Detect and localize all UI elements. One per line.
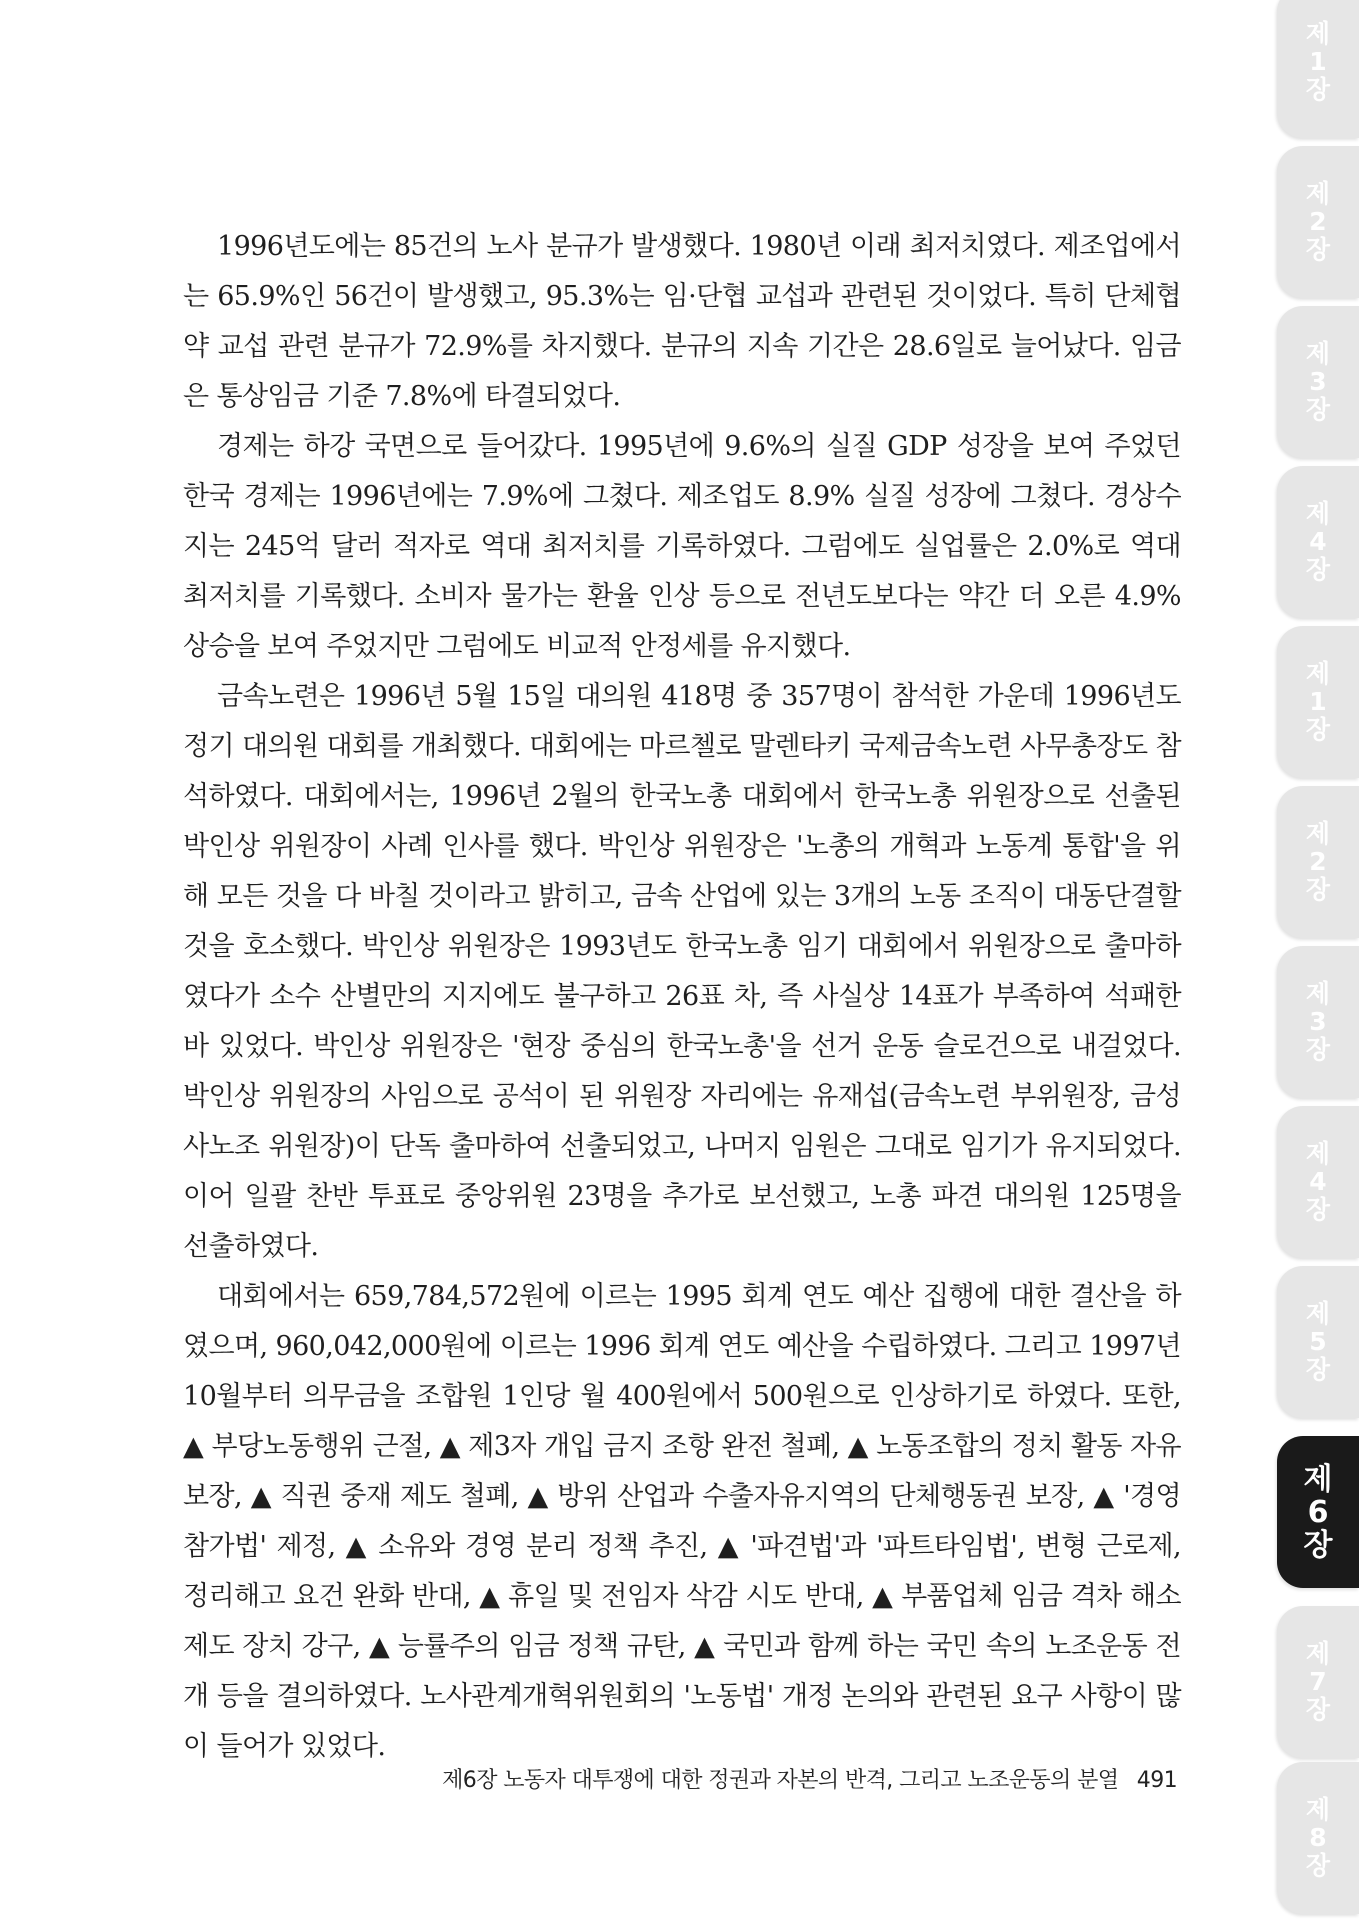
page-number: 491 xyxy=(1136,1768,1177,1793)
paragraph: 대회에서는 659,784,572원에 이르는 1995 회계 연도 예산 집행에 대한 결산을 하였으며, 960,042,000원에 이르는 1996 회계 연도 예산을 수립하였다. 그리고 1997년 10월부터 의무금을 조합원 1인당 월 400원에서 500원으로 인상하기로 하였다. 또한, ▲ 부당노동행위 근절, ▲ 제3자 개입 금지 조항 완전 철폐, ▲ 노동조합의 정치 활동 자유 보장, ▲ 직권 중재 제도 철폐, ▲ 방위 산업과 수출자유지역의 단체행동권 보장, ▲ '경영참가법' 제정, ▲ 소유와 경영 분리 정책 추진, ▲ '파견법'과 '파트타임법', 변형 근로제, 정리해고 요건 완화 반대, ▲ 휴일 및 전임자 삭감 시도 반대, ▲ 부품업체 임금 격차 해소 제도 장치 강구, ▲ 능률주의 임금 정책 규탄, ▲ 국민과 함께 하는 국민 속의 노조운동 전개 등을 결의하였다. 노사관계개혁위원회의 '노동법' 개정 논의와 관련된 요구 사항이 많이 들어가 있었다. xyxy=(183,1281,1181,1762)
chapter-tab[interactable]: 제 1 장 xyxy=(1277,0,1359,138)
chapter-tab[interactable]: 제 3 장 xyxy=(1277,946,1359,1098)
chapter-tab[interactable]: 제 5 장 xyxy=(1277,1266,1359,1418)
chapter-tabs xyxy=(1277,0,1359,1920)
paragraph: 1996년도에는 85건의 노사 분규가 발생했다. 1980년 이래 최저치였다. 제조업에서는 65.9%인 56건이 발생했고, 95.3%는 임·단협 교섭과 관련된 것이었다. 특히 단체협약 교섭 관련 분규가 72.9%를 차지했다. 분규의 지속 기간은 28.6일로 늘어났다. 임금은 통상임금 기준 7.8%에 타결되었다. xyxy=(183,231,1181,412)
chapter-tab[interactable]: 제 3 장 xyxy=(1277,306,1359,458)
running-footer xyxy=(442,1763,1177,1794)
paragraph: 금속노련은 1996년 5월 15일 대의원 418명 중 357명이 참석한 가운데 1996년도 정기 대의원 대회를 개최했다. 대회에는 마르첼로 말렌타키 국제금속노련 사무총장도 참석하였다. 대회에서는, 1996년 2월의 한국노총 대회에서 한국노총 위원장으로 선출된 박인상 위원장이 사례 인사를 했다. 박인상 위원장은 '노총의 개혁과 노동계 통합'을 위해 모든 것을 다 바칠 것이라고 밝히고, 금속 산업에 있는 3개의 노동 조직이 대동단결할 것을 호소했다. 박인상 위원장은 1993년도 한국노총 임기 대회에서 위원장으로 출마하였다가 소수 산별만의 지지에도 불구하고 26표 차, 즉 사실상 14표가 부족하여 석패한 바 있었다. 박인상 위원장은 '현장 중심의 한국노총'을 선거 운동 슬로건으로 내걸었다. 박인상 위원장의 사임으로 공석이 된 위원장 자리에는 유재섭(금속노련 부위원장, 금성사노조 위원장)이 단독 출마하여 선출되었고, 나머지 임원은 그대로 임기가 유지되었다. 이어 일괄 찬반 투표로 중앙위원 23명을 추가로 보선했고, 노총 파견 대의원 125명을 선출하였다. xyxy=(183,681,1181,1262)
chapter-tab[interactable]: 제 2 장 xyxy=(1277,146,1359,298)
paragraph: 경제는 하강 국면으로 들어갔다. 1995년에 9.6%의 실질 GDP 성장을 보여 주었던 한국 경제는 1996년에는 7.9%에 그쳤다. 제조업도 8.9% 실질 성장에 그쳤다. 경상수지는 245억 달러 적자로 역대 최저치를 기록하였다. 그럼에도 실업률은 2.0%로 역대 최저치를 기록했다. 소비자 물가는 환율 인상 등으로 전년도보다는 약간 더 오른 4.9% 상승을 보여 주었지만 그럼에도 비교적 안정세를 유지했다. xyxy=(183,431,1181,662)
chapter-tab[interactable]: 제 2 장 xyxy=(1277,786,1359,938)
chapter-tab[interactable]: 제 8 장 xyxy=(1277,1762,1359,1914)
chapter-tab[interactable]: 제 4 장 xyxy=(1277,466,1359,618)
chapter-title: 제6장 노동자 대투쟁에 대한 정권과 자본의 반격, 그리고 노조운동의 분열 xyxy=(442,1768,1119,1793)
chapter-tab[interactable]: 제 1 장 xyxy=(1277,626,1359,778)
chapter-tab[interactable]: 제 7 장 xyxy=(1277,1606,1359,1758)
chapter-tab-active[interactable]: 제 6 장 xyxy=(1277,1436,1359,1588)
chapter-tab[interactable]: 제 4 장 xyxy=(1277,1106,1359,1258)
body-text xyxy=(183,222,1181,1772)
